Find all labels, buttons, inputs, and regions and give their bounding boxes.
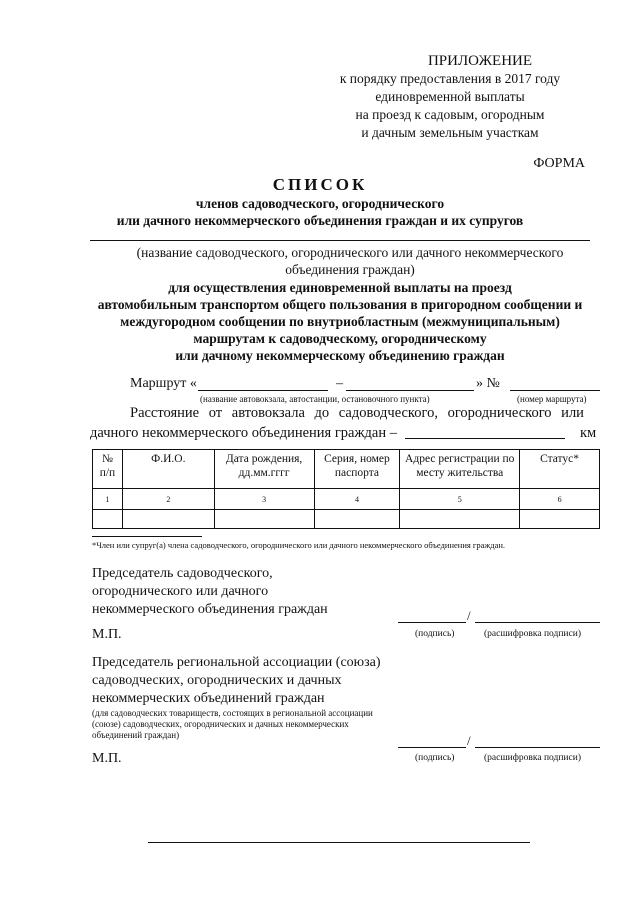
- appendix-block: [300, 52, 600, 142]
- signature-field[interactable]: [398, 622, 466, 623]
- col-index: 4: [314, 489, 400, 510]
- org-name-note-line: объединения граждан): [285, 262, 415, 277]
- org-name-note-line: (название садоводческого, огороднического или дачного некоммерческого: [136, 245, 564, 260]
- document-subtitle: [0, 195, 640, 229]
- table-cell[interactable]: [122, 510, 214, 529]
- purpose-line: междугородном сообщении по внутриобластным (межмуниципальным): [120, 314, 560, 329]
- table-cell[interactable]: [314, 510, 400, 529]
- association-title-line: Председатель региональной ассоциации (союза): [92, 655, 381, 670]
- purpose-line: для осуществления единовременной выплаты на проезд: [168, 280, 512, 295]
- col-index: 5: [400, 489, 520, 510]
- signature-slash: /: [467, 733, 471, 748]
- members-table: [92, 449, 600, 529]
- table-row[interactable]: [93, 510, 600, 529]
- appendix-line: единовременной выплаты: [375, 89, 525, 104]
- table-header-row: [93, 450, 600, 489]
- route-number-note: (номер маршрута): [517, 394, 587, 404]
- purpose-line: маршрутам к садоводческому, огородническому: [193, 331, 487, 346]
- association-chairman-title: [92, 654, 381, 708]
- purpose-text: [60, 279, 620, 364]
- appendix-line: и дачным земельным участкам: [361, 125, 539, 140]
- col-index: 6: [520, 489, 600, 510]
- col-index: 1: [93, 489, 123, 510]
- distance-unit: км: [580, 425, 597, 441]
- purpose-line: или дачному некоммерческому объединению граждан: [175, 348, 505, 363]
- signature-caption: (подпись): [415, 753, 455, 763]
- distance-field[interactable]: [405, 438, 565, 439]
- route-number-label: » №: [476, 376, 500, 391]
- signature-caption: (подпись): [415, 629, 455, 639]
- col-name-header: Ф.И.О.: [122, 450, 214, 489]
- appendix-heading: ПРИЛОЖЕНИЕ: [427, 53, 533, 69]
- form-label: ФОРМА: [533, 156, 585, 171]
- route-label: Маршрут «: [130, 376, 197, 391]
- association-title-line: садоводческих, огороднических и дачных: [92, 673, 342, 688]
- table-cell[interactable]: [214, 510, 314, 529]
- col-status-header: Статус*: [520, 450, 600, 489]
- chairman-title: [92, 565, 328, 619]
- distance-line-1: Расстояние от автовокзала до садоводческого, огороднического или: [130, 405, 584, 421]
- association-title-line: некоммерческих объединений граждан: [92, 691, 325, 706]
- subtitle-line: членов садоводческого, огороднического: [195, 196, 445, 211]
- route-line: [130, 376, 197, 392]
- table-cell[interactable]: [400, 510, 520, 529]
- signature-slash: /: [467, 608, 471, 623]
- subtitle-line: или дачного некоммерческого объединения граждан и их супругов: [116, 213, 524, 228]
- col-birthdate-header: Дата рождения, дд.мм.гггг: [214, 450, 314, 489]
- route-from-field[interactable]: [198, 390, 328, 391]
- decoding-caption: (расшифровка подписи): [484, 753, 581, 763]
- table-number-row: [93, 489, 600, 510]
- chairman-title-line: огороднического или дачного: [92, 584, 269, 599]
- association-note: (для садоводческих товариществ, состоящих в региональной ассоциации (союзе) садоводческих, огороднических и дачных некоммерческих объединений граждан): [92, 708, 373, 740]
- org-name-note: [90, 244, 610, 278]
- signature-field[interactable]: [398, 747, 466, 748]
- signature-decoding-field[interactable]: [475, 622, 600, 623]
- col-index: 2: [122, 489, 214, 510]
- table-cell[interactable]: [93, 510, 123, 529]
- purpose-line: автомобильным транспортом общего пользования в пригородном сообщении и: [97, 297, 583, 312]
- chairman-title-line: Председатель садоводческого,: [92, 566, 273, 581]
- route-to-field[interactable]: [346, 390, 474, 391]
- col-index: 3: [214, 489, 314, 510]
- table-cell[interactable]: [520, 510, 600, 529]
- appendix-line: к порядку предоставления в 2017 году: [339, 71, 561, 86]
- stamp-label: М.П.: [92, 627, 122, 642]
- bottom-rule: [148, 842, 530, 843]
- decoding-caption: (расшифровка подписи): [484, 629, 581, 639]
- document-title: СПИСОК: [272, 175, 368, 194]
- col-address-header: Адрес регистрации по месту жительства: [400, 450, 520, 489]
- route-name-note: (название автовокзала, автостанции, остановочного пункта): [200, 394, 430, 404]
- col-passport-header: Серия, номер паспорта: [314, 450, 400, 489]
- route-number-field[interactable]: [510, 390, 600, 391]
- footnote: *Член или супруг(а) члена садоводческого, огороднического или дачного некоммерческого объединения граждан.: [92, 540, 506, 550]
- org-name-line[interactable]: [90, 240, 590, 241]
- route-dash: –: [336, 376, 343, 391]
- footnote-rule: [92, 536, 202, 537]
- appendix-line: на проезд к садовым, огородным: [355, 107, 545, 122]
- stamp-label: М.П.: [92, 751, 122, 766]
- col-number-header: № п/п: [93, 450, 123, 489]
- distance-line-2: дачного некоммерческого объединения граждан –: [90, 425, 397, 441]
- chairman-title-line: некоммерческого объединения граждан: [92, 602, 328, 617]
- signature-decoding-field[interactable]: [475, 747, 600, 748]
